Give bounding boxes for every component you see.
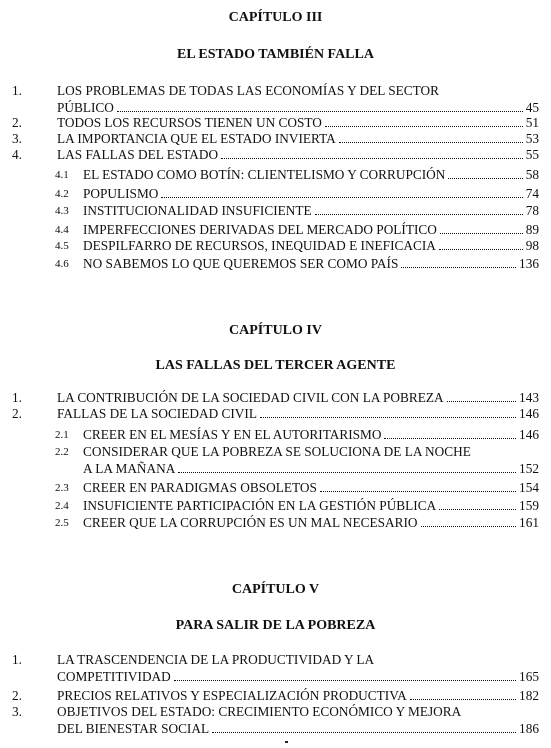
chapter-heading: CAPÍTULO III — [228, 10, 323, 25]
toc-entry-text: TODOS LOS RECURSOS TIENEN UN COSTO — [57, 115, 322, 130]
toc-page-number: 55 — [525, 147, 539, 162]
toc-entry-line — [0, 721, 551, 737]
dot-leader — [260, 417, 516, 418]
dot-leader — [178, 472, 516, 473]
toc-entry-text: COMPETITIVIDAD — [57, 669, 171, 684]
dot-leader — [401, 267, 516, 268]
toc-entry-line — [0, 515, 551, 531]
toc-entry-line — [0, 222, 551, 238]
toc-page-number: 45 — [525, 100, 539, 115]
toc-entry-number: 2.5 — [55, 517, 69, 529]
toc-entry-text: PRECIOS RELATIVOS Y ESPECIALIZACIÓN PRODUCTIVA — [57, 688, 407, 703]
toc-entry-leader-line — [83, 427, 539, 443]
toc-entry-text: NO SABEMOS LO QUE QUEREMOS SER COMO PAÍS — [83, 256, 399, 271]
toc-page-number: 165 — [519, 669, 539, 684]
toc-entry-number: 4. — [12, 147, 22, 162]
toc-entry-text: LOS PROBLEMAS DE TODAS LAS ECONOMÍAS Y DEL SECTOR — [57, 83, 439, 98]
toc-entry-leader-line — [57, 100, 539, 116]
toc-page-number: 146 — [519, 427, 539, 442]
toc-entry-text: INSTITUCIONALIDAD INSUFICIENTE — [83, 203, 312, 218]
toc-entry-leader-line — [83, 498, 539, 514]
toc-entry-number: 1. — [12, 652, 22, 667]
toc-entry-line — [0, 480, 551, 496]
toc-page-number: 154 — [519, 480, 539, 495]
toc-entry-line — [0, 203, 551, 219]
toc-entry-number: 4.4 — [55, 224, 69, 236]
toc-entry-leader-line — [57, 406, 539, 422]
toc-entry-leader-line — [83, 256, 539, 272]
toc-entry-leader-line — [83, 203, 539, 219]
dot-leader — [325, 126, 523, 127]
chapter-title: EL ESTADO TAMBIÉN FALLA — [177, 47, 374, 62]
toc-entry-number: 4.3 — [55, 205, 69, 217]
toc-page-number: 89 — [525, 222, 539, 237]
dot-leader — [339, 142, 523, 143]
toc-entry-leader-line — [57, 669, 539, 685]
toc-entry-text: LA IMPORTANCIA QUE EL ESTADO INVIERTA — [57, 131, 336, 146]
toc-entry-text: CONSIDERAR QUE LA POBREZA SE SOLUCIONA DE LA NOCHE — [83, 444, 471, 459]
toc-entry-leader-line — [83, 167, 539, 183]
toc-entry-leader-line — [57, 147, 539, 163]
dot-leader — [447, 401, 516, 402]
toc-entry-leader-line — [57, 721, 539, 737]
toc-page-number: 152 — [519, 461, 539, 476]
toc-entry-line — [0, 688, 551, 704]
toc-page-number: 136 — [519, 256, 539, 271]
toc-entry-text: LA TRASCENDENCIA DE LA PRODUCTIVIDAD Y LA — [57, 652, 375, 667]
chapter-heading: CAPÍTULO IV — [229, 323, 322, 338]
toc-entry-number: 4.1 — [55, 169, 69, 181]
toc-entry-number: 2.2 — [55, 446, 69, 458]
toc-entry-number: 3. — [12, 131, 22, 146]
toc-entry-text: DEL BIENESTAR SOCIAL — [57, 721, 210, 736]
toc-entry-line — [0, 115, 551, 131]
chapter-title: PARA SALIR DE LA POBREZA — [175, 618, 376, 633]
chapter-title: LAS FALLAS DEL TERCER AGENTE — [155, 358, 396, 373]
dot-leader — [174, 680, 516, 681]
toc-page-number: 182 — [519, 688, 539, 703]
toc-entry-line — [0, 147, 551, 163]
toc-page-number: 161 — [519, 515, 539, 530]
toc-entry-line — [0, 444, 551, 460]
toc-entry-leader-line — [57, 115, 539, 131]
toc-entry-line — [0, 131, 551, 147]
toc-entry-text: CREER EN PARADIGMAS OBSOLETOS — [83, 480, 317, 495]
dot-leader — [384, 438, 516, 439]
toc-entry-text: IMPERFECCIONES DERIVADAS DEL MERCADO POLÍTICO — [83, 222, 437, 237]
toc-entry-line — [0, 167, 551, 183]
toc-entry-leader-line — [83, 515, 539, 531]
toc-entry-number: 2. — [12, 406, 22, 421]
dot-leader — [161, 197, 522, 198]
toc-page-number: 53 — [525, 131, 539, 146]
toc-entry-line — [0, 238, 551, 254]
toc-entry-number: 2. — [12, 688, 22, 703]
dot-leader — [320, 491, 516, 492]
toc-entry-line — [0, 461, 551, 477]
toc-entry-text: FALLAS DE LA SOCIEDAD CIVIL — [57, 406, 257, 421]
toc-entry-leader-line — [57, 131, 539, 147]
toc-entry-text: A LA MAÑANA — [83, 461, 176, 476]
toc-entry-text: CREER QUE LA CORRUPCIÓN ES UN MAL NECESARIO — [83, 515, 418, 530]
toc-entry-number: 2.1 — [55, 429, 69, 441]
toc-page-number: 186 — [519, 721, 539, 736]
dot-leader — [221, 158, 523, 159]
toc-entry-line — [0, 83, 551, 99]
toc-entry-number: 3. — [12, 704, 22, 719]
toc-page-number: 51 — [525, 115, 539, 130]
toc-entry-line — [0, 406, 551, 422]
dot-leader — [440, 233, 523, 234]
toc-entry-leader-line — [57, 688, 539, 704]
toc-entry-text: EL ESTADO COMO BOTÍN: CLIENTELISMO Y CORRUPCIÓN — [83, 167, 446, 182]
toc-entry-leader-line — [83, 222, 539, 238]
dot-leader — [439, 509, 516, 510]
dot-leader — [421, 526, 517, 527]
toc-entry-text: LA CONTRIBUCIÓN DE LA SOCIEDAD CIVIL CON LA POBREZA — [57, 390, 444, 405]
toc-entry-line — [0, 256, 551, 272]
toc-entry-text: PÚBLICO — [57, 100, 114, 115]
toc-entry-line — [0, 100, 551, 116]
toc-entry-number: 2.3 — [55, 482, 69, 494]
toc-entry-line — [0, 498, 551, 514]
toc-entry-leader-line — [83, 238, 539, 254]
toc-page-number: 78 — [525, 203, 539, 218]
toc-entry-number: 1. — [12, 390, 22, 405]
toc-page-number: 143 — [519, 390, 539, 405]
toc-page-number: 146 — [519, 406, 539, 421]
toc-entry-line — [0, 669, 551, 685]
toc-entry-number: 1. — [12, 83, 22, 98]
toc-entry-line — [0, 652, 551, 668]
dot-leader — [117, 111, 523, 112]
dot-leader — [212, 732, 516, 733]
toc-entry-text: INSUFICIENTE PARTICIPACIÓN EN LA GESTIÓN PÚBLICA — [83, 498, 437, 513]
toc-entry-text: POPULISMO — [83, 186, 159, 201]
toc-entry-text: DESPILFARRO DE RECURSOS, INEQUIDAD E INEFICACIA — [83, 238, 436, 253]
toc-entry-line — [0, 704, 551, 720]
toc-entry-number: 2. — [12, 115, 22, 130]
dot-leader — [315, 214, 523, 215]
toc-entry-number: 2.4 — [55, 500, 69, 512]
toc-entry-text: LAS FALLAS DEL ESTADO — [57, 147, 219, 162]
toc-page-number: 159 — [519, 498, 539, 513]
toc-entry-number: 4.5 — [55, 240, 69, 252]
dot-leader — [439, 249, 523, 250]
page-mark — [285, 741, 288, 743]
toc-entry-text: CREER EN EL MESÍAS Y EN EL AUTORITARISMO — [83, 427, 382, 442]
toc-page-number: 74 — [525, 186, 539, 201]
toc-entry-leader-line — [83, 186, 539, 202]
toc-entry-leader-line — [83, 480, 539, 496]
dot-leader — [410, 699, 516, 700]
toc-page-number: 98 — [525, 238, 539, 253]
toc-entry-line — [0, 186, 551, 202]
toc-entry-leader-line — [57, 390, 539, 406]
toc-page-number: 58 — [525, 167, 539, 182]
toc-entry-leader-line — [83, 461, 539, 477]
toc-entry-number: 4.2 — [55, 188, 69, 200]
toc-entry-line — [0, 390, 551, 406]
chapter-heading: CAPÍTULO V — [231, 582, 320, 597]
dot-leader — [448, 178, 522, 179]
toc-entry-number: 4.6 — [55, 258, 69, 270]
toc-entry-text: OBJETIVOS DEL ESTADO: CRECIMIENTO ECONÓMICO Y MEJORA — [57, 704, 462, 719]
toc-entry-line — [0, 427, 551, 443]
